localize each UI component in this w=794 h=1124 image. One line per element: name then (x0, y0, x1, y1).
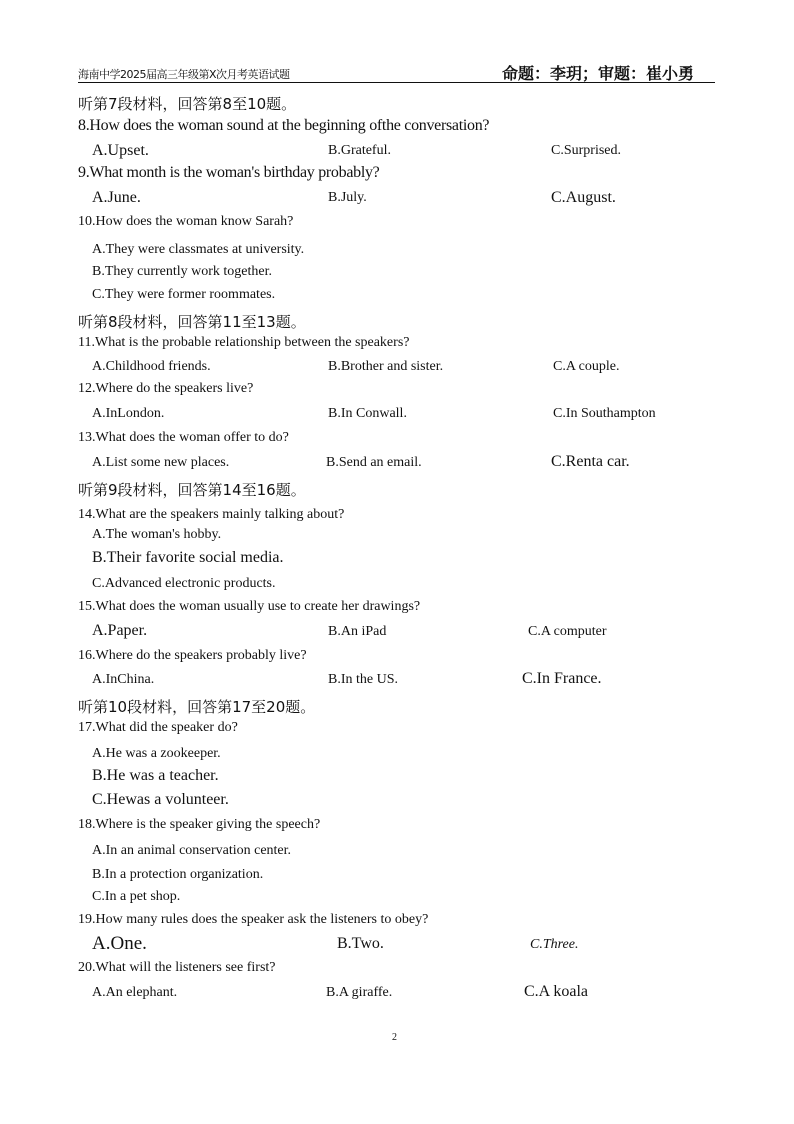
question-14-option-c: C.Advanced electronic products. (92, 576, 276, 591)
question-16-option-c: C.In France. (522, 670, 602, 687)
question-20-stem: 20.What will the listeners see first? (78, 960, 276, 975)
header-authors: 命题：李玥；审题：崔小勇 (502, 64, 695, 83)
question-11-option-b: B.Brother and sister. (328, 359, 444, 374)
question-9-option-c: C.August. (551, 189, 616, 206)
question-10-option-a: A.They were classmates at university. (92, 242, 305, 257)
question-13-option-b: B.Send an email. (326, 455, 422, 470)
question-11-option-c: C.A couple. (553, 359, 620, 374)
question-15-option-b: B.An iPad (328, 624, 387, 639)
question-11-option-a: A.Childhood friends. (92, 359, 211, 374)
section-heading-7: 听第7段材料，回答第8至10题。 (78, 95, 297, 113)
question-13-option-c: C.Renta car. (551, 453, 630, 470)
question-14-option-b: B.Their favorite social media. (92, 549, 284, 566)
header-exam-title: 海南中学2025届高三年级第X次月考英语试题 (78, 68, 290, 81)
question-9-stem: 9.What month is the woman's birthday probably? (78, 164, 380, 181)
question-19-option-a: A.One. (92, 933, 147, 954)
question-9-option-b: B.July. (328, 190, 367, 205)
question-14-option-a: A.The woman's hobby. (92, 527, 222, 542)
question-19-stem: 19.How many rules does the speaker ask the listeners to obey? (78, 912, 429, 927)
question-19-option-c: C.Three. (530, 937, 579, 952)
question-18-option-a: A.In an animal conservation center. (92, 843, 292, 858)
question-10-option-c: C.They were former roommates. (92, 287, 276, 302)
question-15-option-c: C.A computer (528, 624, 607, 639)
question-16-option-b: B.In the US. (328, 672, 398, 687)
question-12-option-a: A.InLondon. (92, 406, 165, 421)
question-20-option-c: C.A koala (524, 983, 588, 1000)
question-19-option-b: B.Two. (337, 935, 384, 952)
page-number: 2 (392, 1032, 397, 1043)
question-18-option-b: B.In a protection organization. (92, 867, 264, 882)
question-20-option-b: B.A giraffe. (326, 985, 393, 1000)
question-8-option-b: B.Grateful. (328, 143, 391, 158)
question-17-option-c: C.Hewas a volunteer. (92, 791, 229, 808)
question-15-option-a: A.Paper. (92, 622, 148, 639)
question-8-option-c: C.Surprised. (551, 143, 621, 158)
question-8-stem: 8.How does the woman sound at the beginning ofthe conversation? (78, 117, 490, 134)
question-17-option-a: A.He was a zookeeper. (92, 746, 221, 761)
question-11-stem: 11.What is the probable relationship between the speakers? (78, 335, 410, 350)
question-18-stem: 18.Where is the speaker giving the speech? (78, 817, 321, 832)
question-18-option-c: C.In a pet shop. (92, 889, 181, 904)
question-14-stem: 14.What are the speakers mainly talking about? (78, 507, 345, 522)
section-heading-8: 听第8段材料，回答第11至13题。 (78, 313, 306, 331)
question-12-option-c: C.In Southampton (553, 406, 656, 421)
question-15-stem: 15.What does the woman usually use to create her drawings? (78, 599, 421, 614)
question-12-stem: 12.Where do the speakers live? (78, 381, 254, 396)
question-10-option-b: B.They currently work together. (92, 264, 273, 279)
question-10-stem: 10.How does the woman know Sarah? (78, 214, 294, 229)
section-heading-9: 听第9段材料，回答第14至16题。 (78, 481, 306, 499)
question-16-stem: 16.Where do the speakers probably live? (78, 648, 307, 663)
question-12-option-b: B.In Conwall. (328, 406, 407, 421)
question-17-option-b: B.He was a teacher. (92, 767, 219, 784)
question-8-option-a: A.Upset. (92, 142, 149, 159)
question-13-stem: 13.What does the woman offer to do? (78, 430, 289, 445)
question-16-option-a: A.InChina. (92, 672, 155, 687)
section-heading-10: 听第10段材料，回答第17至20题。 (78, 698, 316, 716)
question-17-stem: 17.What did the speaker do? (78, 720, 238, 735)
question-13-option-a: A.List some new places. (92, 455, 230, 470)
question-9-option-a: A.June. (92, 189, 141, 206)
header-rule (78, 82, 715, 83)
question-20-option-a: A.An elephant. (92, 985, 178, 1000)
